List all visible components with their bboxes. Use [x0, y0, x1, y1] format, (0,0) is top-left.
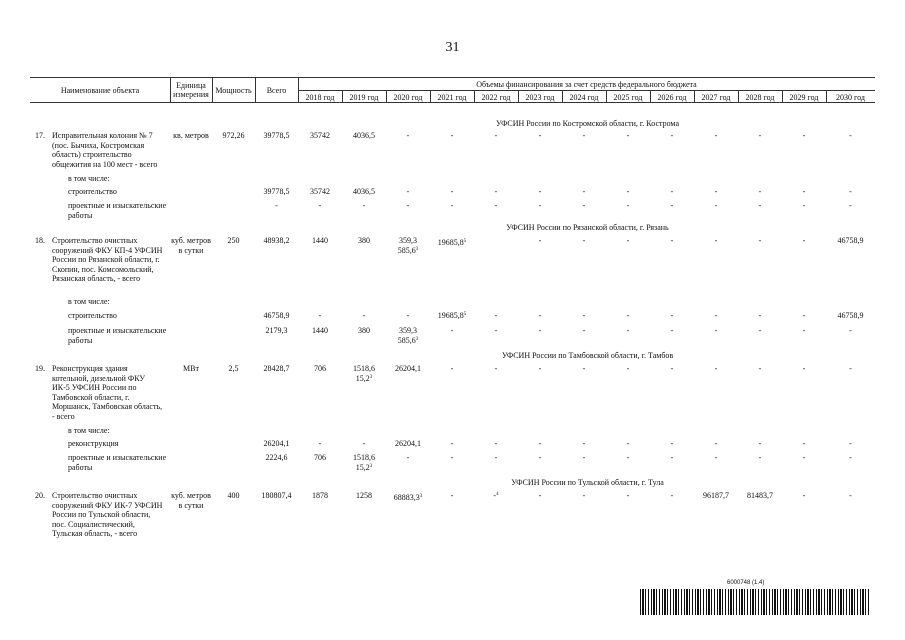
dash: -: [406, 201, 410, 210]
dash: -: [582, 453, 586, 462]
dash: -: [538, 453, 542, 462]
dash: -: [714, 439, 718, 448]
y2030: 46758,9: [837, 311, 864, 320]
dash: -: [494, 131, 498, 140]
dash: -: [582, 187, 586, 196]
dash: -: [406, 453, 410, 462]
dash: -: [318, 439, 322, 448]
dash: -: [450, 439, 454, 448]
y2019: 4036,5: [353, 131, 375, 140]
row-number: 19.: [35, 364, 45, 373]
dash: -: [450, 491, 454, 500]
sub-name: проектные и изыскательские работы: [68, 201, 167, 220]
y2019: 1258: [356, 491, 372, 500]
y2022: [474, 491, 518, 501]
object-name: Реконструкция здания котельной, дизельной ФКУ ИК-5 УФСИН России по Тамбовской области, г. Моршанск, Тамбовская область, - всего: [52, 364, 163, 421]
dash: -: [758, 236, 762, 245]
header-year: 2022 год: [481, 93, 511, 102]
footnote: 3: [415, 246, 419, 252]
header-year: 2030 год: [836, 93, 865, 102]
dash: -: [362, 311, 366, 320]
dash: -: [714, 236, 718, 245]
dash: -: [406, 131, 410, 140]
dash: -: [538, 236, 542, 245]
table-top-border: [30, 77, 875, 78]
y2020: 26204,1: [395, 439, 421, 448]
header-year: 2020 год: [393, 93, 423, 102]
dash: -: [802, 201, 806, 210]
header-year: 2025 год: [613, 93, 643, 102]
value: 1518,6: [353, 453, 375, 462]
dash: -: [714, 311, 718, 320]
footnote: 5: [463, 239, 467, 244]
dash: -: [582, 201, 586, 210]
dash: -: [670, 201, 674, 210]
dash: -: [758, 187, 762, 196]
dash: -: [849, 201, 852, 210]
page-number: 31: [445, 40, 460, 55]
dash: -: [318, 311, 322, 320]
value: 585,6: [397, 245, 416, 255]
dash: -: [802, 311, 806, 320]
dash: -: [758, 326, 762, 335]
total: -: [275, 201, 278, 210]
dash: -: [758, 364, 762, 373]
unit: МВт: [183, 364, 199, 373]
dash: -: [670, 453, 674, 462]
capacity: 250: [227, 236, 240, 245]
dash: -: [758, 311, 762, 320]
total: 46758,9: [263, 311, 290, 320]
dash: -: [538, 439, 542, 448]
dash: -: [802, 453, 806, 462]
y2018: 706: [314, 453, 326, 462]
section-title: УФСИН России по Тульской области, г. Тула: [511, 478, 664, 487]
row-number: 18.: [35, 236, 45, 245]
header-year: 2018 год: [305, 93, 335, 102]
row-number: 17.: [35, 131, 45, 140]
section-title: УФСИН России по Рязанской области, г. Рязань: [506, 223, 669, 232]
y2020: [386, 493, 430, 503]
header-total: Всего: [266, 86, 287, 95]
dash: -: [714, 131, 718, 140]
dash: -: [362, 439, 366, 448]
header-year: 2026 год: [657, 93, 687, 102]
header-year: 2029 год: [789, 93, 819, 102]
footnote: 3: [415, 336, 419, 342]
sub-name: реконструкция: [68, 439, 119, 448]
dash: -: [538, 201, 542, 210]
y2019: 380: [358, 326, 370, 335]
dash: -: [538, 364, 542, 373]
dash: -: [626, 439, 630, 448]
dash: -: [802, 439, 806, 448]
dash: -: [450, 364, 454, 373]
dash: -: [670, 187, 674, 196]
dash: -: [582, 311, 586, 320]
dash: -: [626, 236, 630, 245]
header-year: 2028 год: [745, 93, 775, 102]
y2028: 81483,7: [747, 491, 773, 500]
dash: -: [758, 453, 762, 462]
y2027: 96187,7: [703, 491, 729, 500]
unit: куб. метров в сутки: [171, 236, 211, 255]
value: 1518,6: [353, 364, 375, 373]
dash: -: [494, 311, 498, 320]
dash: -: [582, 236, 586, 245]
footnote: 3: [419, 494, 423, 499]
dash: -: [849, 364, 852, 373]
y2018: 35742: [310, 187, 330, 196]
dash: -: [582, 131, 586, 140]
including-label: в том числе:: [68, 426, 110, 435]
value: 19685,8: [437, 311, 464, 320]
value: 585,6: [397, 335, 416, 345]
dash: -: [849, 453, 852, 462]
dash: -: [714, 364, 718, 373]
total: 2179,3: [265, 326, 288, 335]
header-year: 2021 год: [437, 93, 467, 102]
dash: -: [494, 201, 498, 210]
dash: -: [626, 201, 630, 210]
dash: -: [670, 131, 674, 140]
dash: -: [670, 491, 674, 500]
dash: -: [582, 326, 586, 335]
sub-name: проектные и изыскательские работы: [68, 326, 167, 345]
dash: -: [714, 453, 718, 462]
y2019: [342, 364, 386, 383]
value: 15,2: [355, 462, 370, 472]
dash: -: [494, 187, 498, 196]
object-name: Строительство очистных сооружений ФКУ ИК-7 УФСИН России по Тульской области, пос. Социалистический, Тульская область, - всего: [52, 491, 163, 538]
total: 26204,1: [263, 439, 290, 448]
dash: -: [450, 201, 454, 210]
dash: -: [670, 364, 674, 373]
sub-name: строительство: [68, 187, 117, 196]
header-divider: [298, 90, 875, 91]
value: 359,3: [399, 326, 417, 335]
sub-name: строительство: [68, 311, 117, 320]
y2018: 35742: [310, 131, 330, 140]
dash: -: [626, 453, 630, 462]
dash: -: [538, 311, 542, 320]
header-year: 2023 год: [525, 93, 555, 102]
header-name: Наименование объекта: [60, 86, 140, 95]
including-label: в том числе:: [68, 174, 110, 183]
capacity: 2,5: [228, 364, 239, 373]
y2018: 706: [314, 364, 326, 373]
total: 39778,5: [263, 131, 290, 140]
unit: куб. метров в сутки: [171, 491, 211, 510]
unit: кв. метров: [173, 131, 209, 140]
dash: -: [406, 311, 410, 320]
dash: -: [714, 187, 718, 196]
footnote: 4: [496, 492, 499, 497]
dash: -: [494, 326, 498, 335]
value: 68883,3: [393, 493, 420, 502]
dash: -: [849, 491, 852, 500]
y2021: [430, 311, 474, 321]
dash: -: [802, 491, 806, 500]
footnote: 3: [369, 463, 373, 469]
total: 28428,7: [263, 364, 290, 373]
dash: -: [494, 439, 498, 448]
capacity: 972,26: [222, 131, 245, 140]
section-title: УФСИН России по Тамбовской области, г. Тамбов: [501, 351, 674, 360]
dash: -: [582, 491, 586, 500]
y2019: [342, 453, 386, 472]
value: 359,3: [399, 236, 417, 245]
capacity: 400: [227, 491, 240, 500]
y2030: 46758,9: [837, 236, 864, 245]
barcode-label: 6000748 (1.4): [727, 580, 765, 586]
object-name: Строительство очистных сооружений ФКУ КП-4 УФСИН России по Рязанской области, г. Скопин, пос. Комсомольский, Рязанская область, - всего: [52, 236, 163, 283]
y2019: 4036,5: [353, 187, 375, 196]
header-year: 2024 год: [569, 93, 599, 102]
header-unit: Единица измерения: [173, 81, 209, 99]
dash: -: [406, 187, 410, 196]
dash: -: [802, 236, 806, 245]
header-capacity: Мощность: [215, 86, 252, 95]
dash: -: [802, 187, 806, 196]
dash: -: [450, 131, 454, 140]
dash: -: [670, 439, 674, 448]
header-year: 2027 год: [701, 93, 731, 102]
header-year: 2019 год: [349, 93, 379, 102]
dash: -: [758, 439, 762, 448]
sub-name: проектные и изыскательские работы: [68, 453, 167, 472]
dash: -: [802, 131, 806, 140]
dash: -: [582, 439, 586, 448]
including-label: в том числе:: [68, 297, 110, 306]
header-bottom-border: [30, 102, 875, 103]
value: 15,2: [355, 373, 370, 383]
object-name: Исправительная колония № 7 (пос. Бычиха, Костромская область) строительство общежития на 100 мест - всего: [52, 131, 158, 169]
dash: -: [582, 364, 586, 373]
dash: -: [849, 326, 852, 335]
dash: -: [714, 201, 718, 210]
dash: -: [494, 453, 498, 462]
dash: -: [450, 326, 454, 335]
y2018: 1440: [312, 326, 328, 335]
dash: -: [626, 364, 630, 373]
dash: -: [538, 326, 542, 335]
dash: -: [849, 187, 852, 196]
total: 180807,4: [261, 491, 292, 500]
dash: -: [849, 439, 852, 448]
dash: -: [626, 131, 630, 140]
total: 2224,6: [265, 453, 288, 462]
dash: -: [626, 187, 630, 196]
value: -: [493, 491, 497, 500]
y2018: 1878: [312, 491, 328, 500]
y2020: [386, 326, 430, 345]
total: 48938,2: [263, 236, 290, 245]
y2020: [386, 236, 430, 255]
dash: -: [450, 453, 454, 462]
dash: -: [494, 364, 498, 373]
dash: -: [849, 131, 852, 140]
dash: -: [318, 201, 322, 210]
dash: -: [538, 187, 542, 196]
dash: -: [670, 236, 674, 245]
dash: -: [450, 187, 454, 196]
row-number: 20.: [35, 491, 45, 500]
dash: -: [802, 364, 806, 373]
dash: -: [626, 491, 630, 500]
y2021: [430, 238, 474, 248]
dash: -: [714, 326, 718, 335]
total: 39778,5: [263, 187, 290, 196]
dash: -: [362, 201, 366, 210]
dash: -: [626, 311, 630, 320]
section-title: УФСИН России по Костромской области, г. Кострома: [496, 119, 679, 128]
dash: -: [670, 326, 674, 335]
dash: -: [538, 131, 542, 140]
value: 19685,8: [437, 238, 464, 247]
dash: -: [626, 326, 630, 335]
dash: -: [758, 131, 762, 140]
barcode-icon: [640, 589, 870, 615]
y2019: 380: [358, 236, 370, 245]
dash: -: [670, 311, 674, 320]
y2018: 1440: [312, 236, 328, 245]
y2020: 26204,1: [395, 364, 421, 373]
header-funding: Объемы финансирования за счет средств федерального бюджета: [476, 80, 697, 89]
dash: -: [802, 326, 806, 335]
footnote: 5: [463, 312, 467, 317]
dash: -: [538, 491, 542, 500]
footnote: 3: [369, 374, 373, 380]
dash: -: [758, 201, 762, 210]
